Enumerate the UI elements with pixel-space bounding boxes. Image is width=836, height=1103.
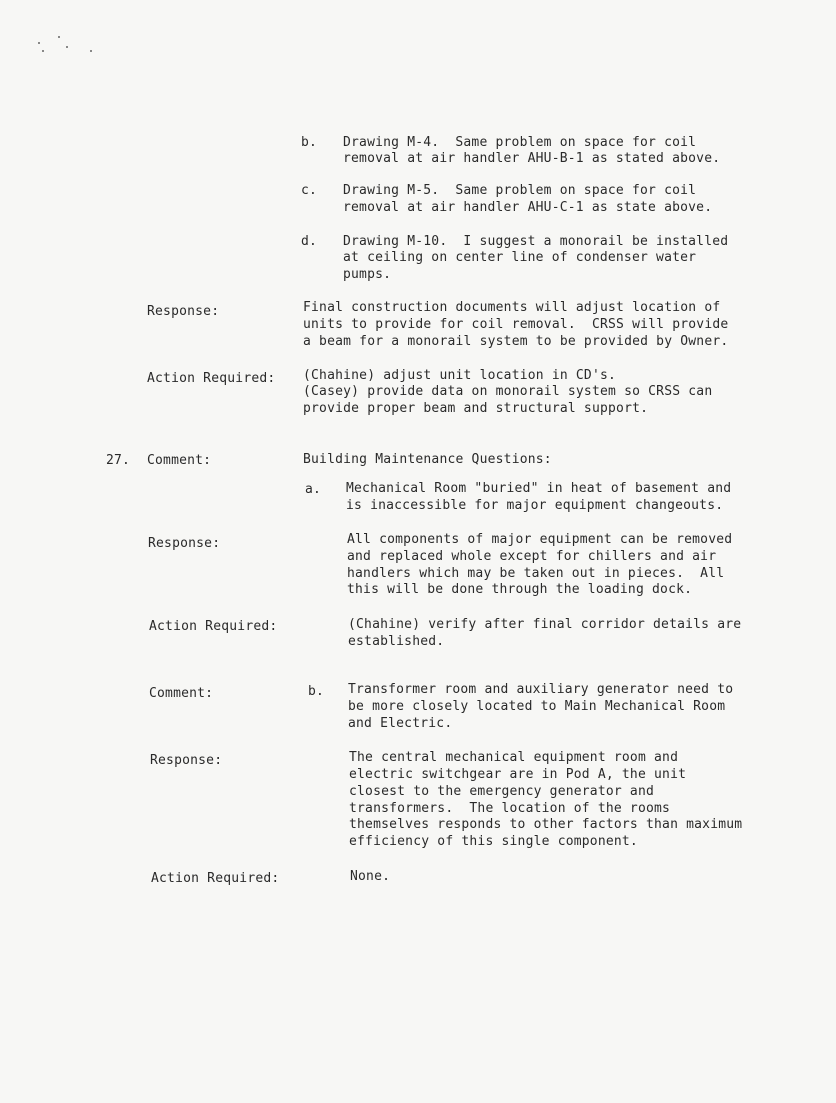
item-c-line-1: Drawing M-5. Same problem on space for coil [343, 183, 697, 198]
response-3-line-3: closest to the emergency generator and [349, 784, 655, 799]
item-27-text: Building Maintenance Questions: [303, 452, 552, 467]
item-c-letter: c. [301, 183, 318, 198]
comment-b-line-3: and Electric. [348, 716, 453, 731]
item-b-line-1: Drawing M-4. Same problem on space for coil [343, 135, 697, 150]
comment-b-line-2: be more closely located to Main Mechanical Room [348, 699, 726, 714]
action-1-line-3: provide proper beam and structural support. [303, 401, 649, 416]
response-2-label: Response: [148, 536, 221, 551]
response-3-line-2: electric switchgear are in Pod A, the unit [349, 767, 687, 782]
response-2-line-4: this will be done through the loading dock. [347, 582, 693, 597]
response-2-line-1: All components of major equipment can be removed [347, 532, 733, 547]
item-27-label: Comment: [147, 453, 212, 468]
response-3-line-6: efficiency of this single component. [349, 834, 638, 849]
sub-a-letter: a. [305, 482, 322, 497]
item-d-letter: d. [301, 234, 318, 249]
scan-specks [30, 32, 110, 62]
response-1-line-2: units to provide for coil removal. CRSS will provide [303, 317, 729, 332]
response-3-line-4: transformers. The location of the rooms [349, 801, 671, 816]
action-3-label: Action Required: [151, 871, 280, 886]
item-b-letter: b. [301, 135, 318, 150]
response-1-line-3: a beam for a monorail system to be provided by Owner. [303, 334, 729, 349]
response-3-line-5: themselves responds to other factors than maximum [349, 817, 743, 832]
action-1-line-2: (Casey) provide data on monorail system so CRSS can [303, 384, 713, 399]
action-3-text: None. [350, 869, 391, 884]
item-b-line-2: removal at air handler AHU-B-1 as stated above. [343, 151, 721, 166]
response-2-line-3: handlers which may be taken out in pieces. All [347, 566, 725, 581]
response-3-label: Response: [150, 753, 223, 768]
action-1-line-1: (Chahine) adjust unit location in CD's. [303, 368, 617, 383]
comment-b-label: Comment: [149, 686, 214, 701]
response-1-label: Response: [147, 304, 220, 319]
response-1-line-1: Final construction documents will adjust location of [303, 300, 721, 315]
action-2-label: Action Required: [149, 619, 278, 634]
sub-a-line-1: Mechanical Room "buried" in heat of basement and [346, 481, 732, 496]
item-27-number: 27. [106, 453, 131, 468]
item-c-line-2: removal at air handler AHU-C-1 as state above. [343, 200, 713, 215]
item-d-line-2: at ceiling on center line of condenser water [343, 250, 697, 265]
item-d-line-3: pumps. [343, 267, 392, 282]
comment-b-line-1: Transformer room and auxiliary generator need to [348, 682, 734, 697]
comment-b-letter: b. [308, 684, 325, 699]
response-3-line-1: The central mechanical equipment room and [349, 750, 679, 765]
action-1-label: Action Required: [147, 371, 276, 386]
action-2-line-1: (Chahine) verify after final corridor details are [348, 617, 742, 632]
response-2-line-2: and replaced whole except for chillers and air [347, 549, 717, 564]
sub-a-line-2: is inaccessible for major equipment changeouts. [346, 498, 724, 513]
item-d-line-1: Drawing M-10. I suggest a monorail be installed [343, 234, 729, 249]
action-2-line-2: established. [348, 634, 445, 649]
